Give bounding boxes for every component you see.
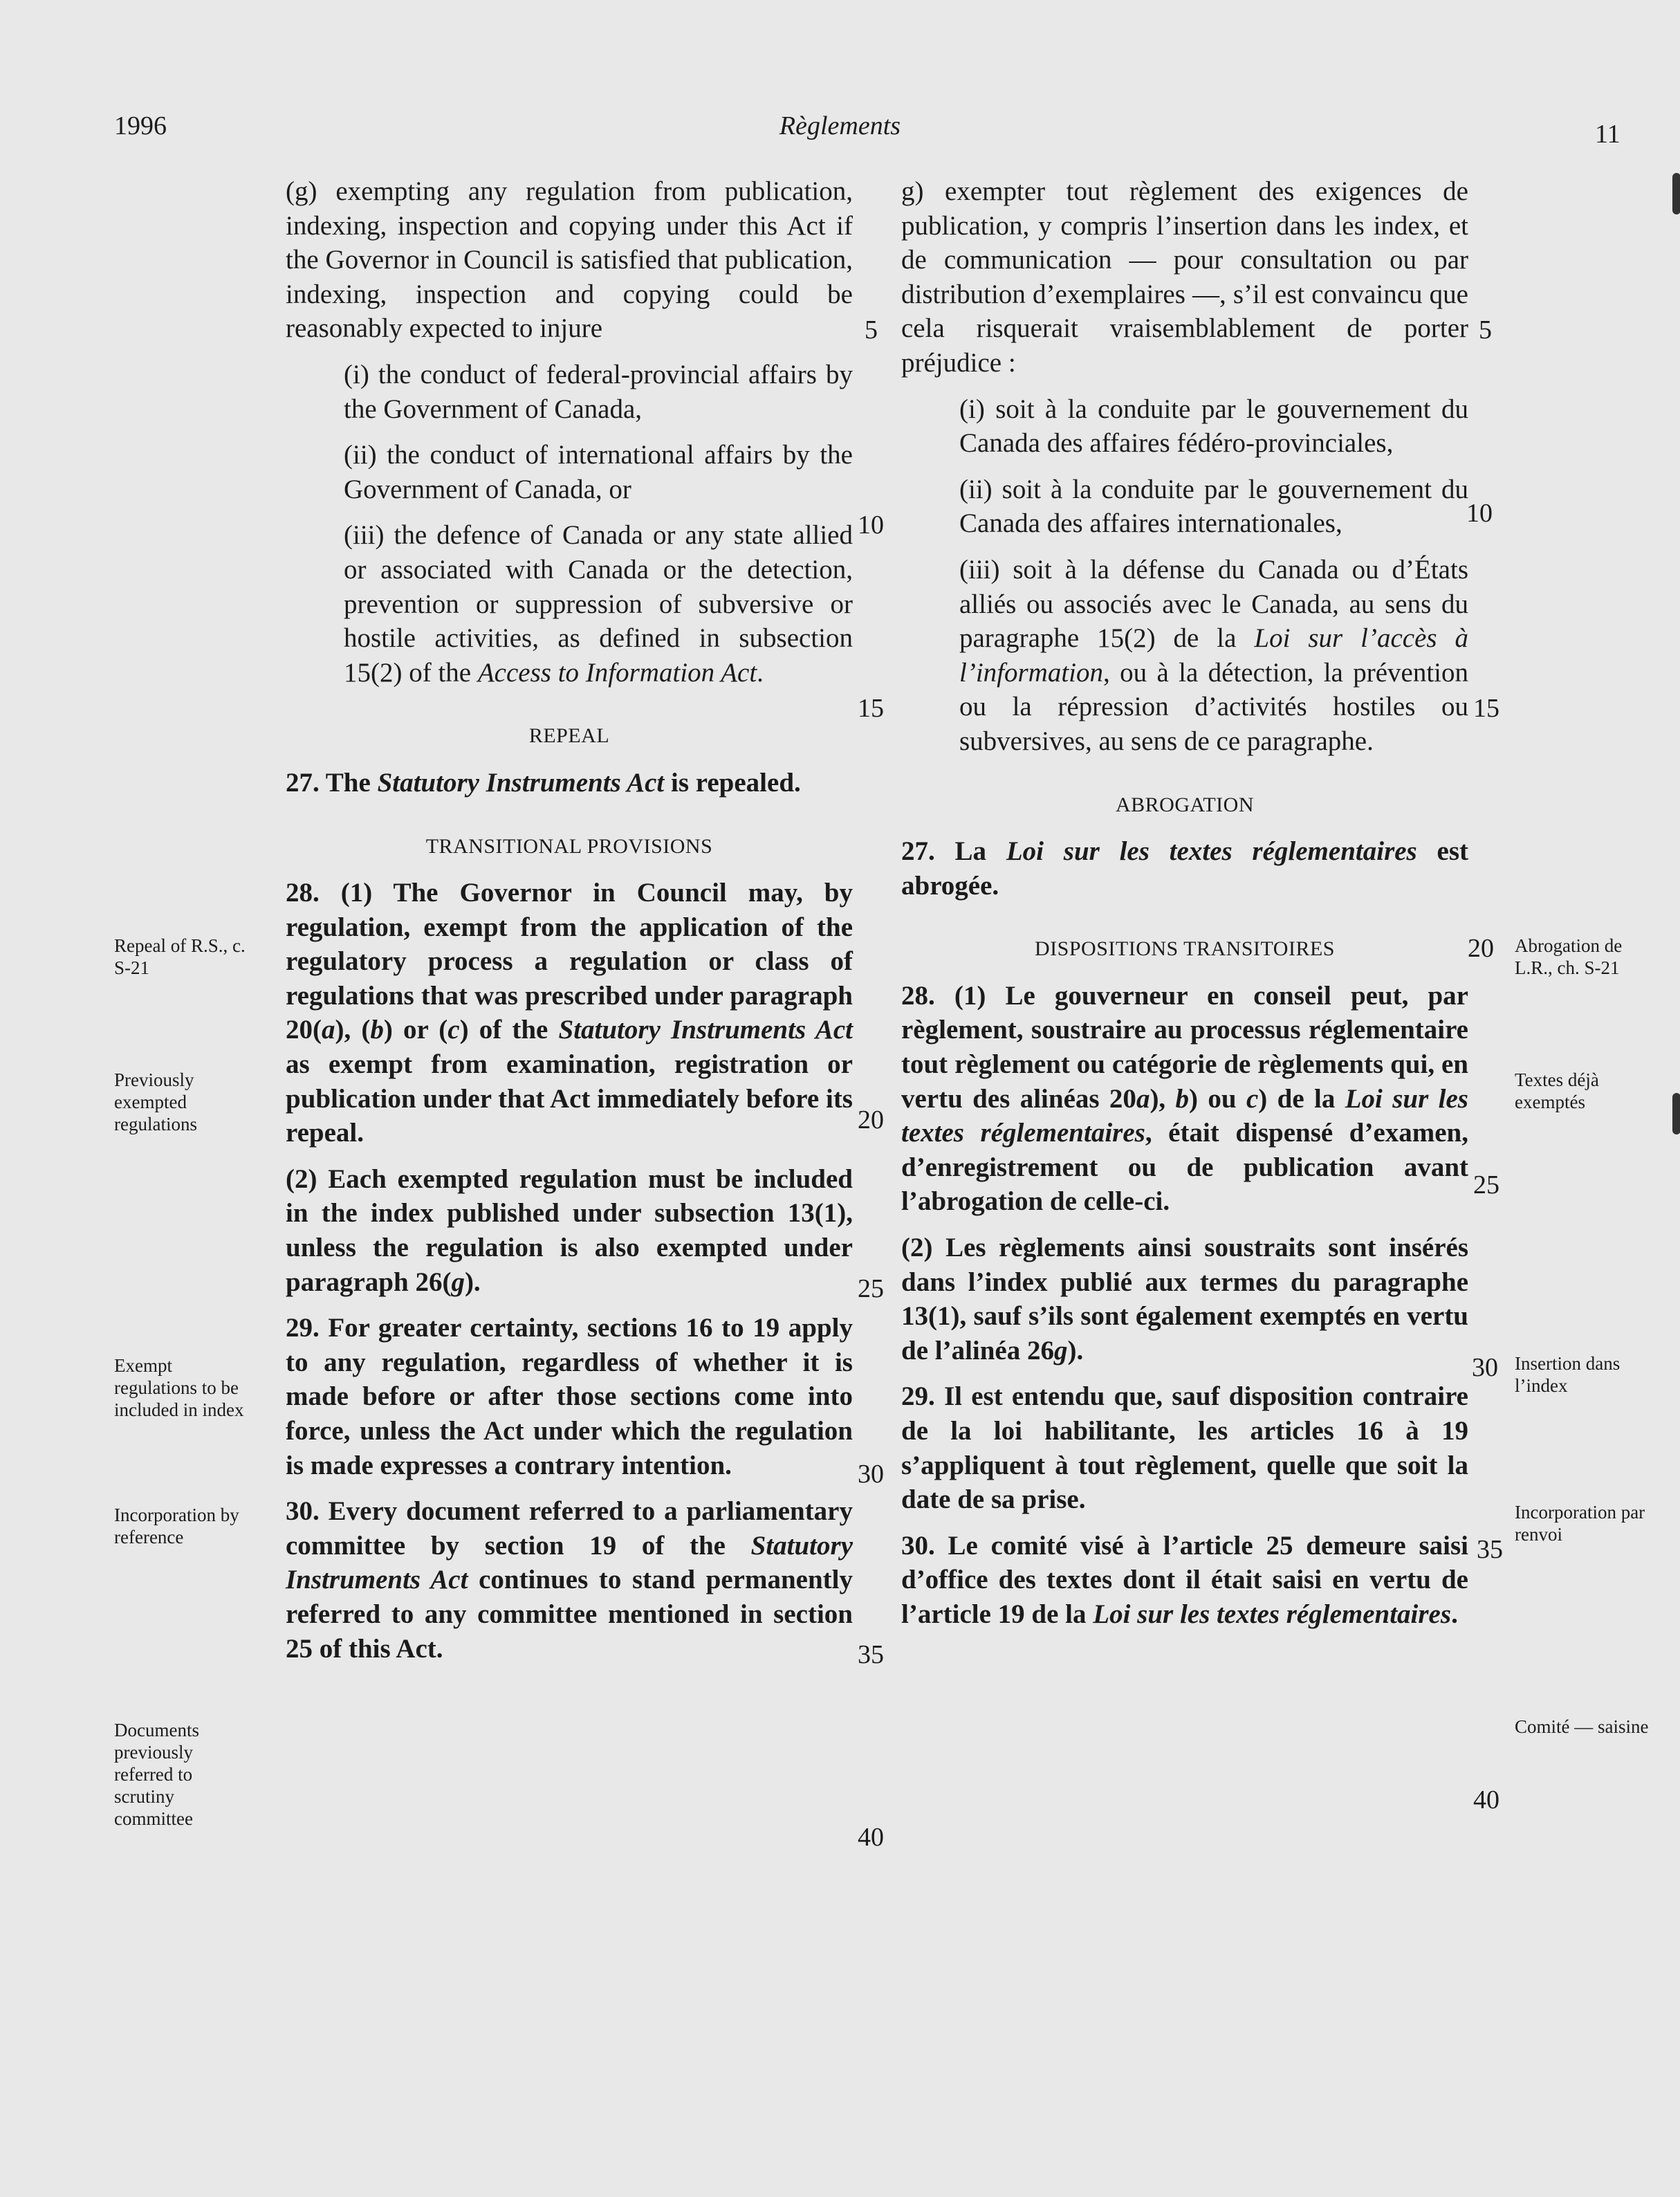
en-section-28-2: [286, 1162, 853, 1299]
en-section-30: [286, 1494, 853, 1666]
en-para-g: [286, 174, 853, 346]
fr-para-g: g) exempter tout règlement des exigences de publication, y compris l’insertion dans les index, et de communication — pour consultation ou par distribution d’exemplaires —, s’il est convaincu que cela risquerait vraisemblablement de porter préjudice :: [901, 176, 1468, 378]
fr-s27-a: 27. La: [901, 836, 1006, 867]
en-s28-letter-c: c: [447, 1015, 460, 1045]
en-para-g-ii: (ii) the conduct of international affairs by the Government of Canada, or: [344, 440, 853, 504]
en-line-number: 25: [858, 1274, 884, 1303]
en-s28-sep: ) or (: [383, 1015, 448, 1045]
fr-heading-transitional: DISPOSITIONS TRANSITOIRES: [1035, 937, 1335, 961]
fr-section-28-2: [901, 1231, 1468, 1368]
fr-section-27: [901, 834, 1468, 903]
fr-s28-2-text: (2) Les règlements ainsi soustraits sont insérés dans l’index publié aux termes du paragraphe 13(1), sauf s’ils sont également exemptés en vertu de l’alinéa 26: [901, 1233, 1468, 1366]
en-g-text: (g) exempting any regulation from publication, indexing, inspection and copying under this Act if the Governor in Council is satisfied that publication, indexing, inspection and copying could be reasonably expected to injure: [286, 176, 853, 344]
fr-g-iii-rest: , ou à la détection, la prévention ou la répression d’activités hostiles ou subversives, au sens de ce paragraphe.: [959, 657, 1468, 756]
fr-act-name: Loi sur l’accès à l’information: [959, 623, 1468, 688]
fr-s28-letter-a: a: [1136, 1083, 1150, 1114]
margin-note-fr-29: Incorporation par renvoi: [1515, 1502, 1645, 1545]
binding-mark: [1672, 1093, 1680, 1134]
fr-s30-act: Loi sur les textes réglementaires: [1093, 1599, 1452, 1629]
margin-note-fr-28-2: Insertion dans l’index: [1515, 1353, 1621, 1396]
en-s28-sep: ), (: [335, 1015, 371, 1045]
en-s28-sep: ) of the: [459, 1015, 559, 1045]
en-line-number: 10: [858, 511, 884, 540]
en-act-name: Access to Information Act: [477, 657, 757, 688]
fr-s28-sep: ),: [1150, 1083, 1176, 1114]
fr-s30-rest: .: [1451, 1599, 1458, 1629]
header-year: 1996: [114, 111, 167, 140]
fr-s28-letter-b: b: [1175, 1083, 1190, 1114]
binding-mark: [1672, 173, 1680, 214]
en-para-g-iii: [344, 518, 853, 690]
fr-para-g-ii: (ii) soit à la conduite par le gouvernement du Canada des affaires internationales,: [959, 474, 1468, 539]
en-s30-rest: continues to stand permanently referred to any committee mentioned in section 25 of this Act.: [286, 1565, 853, 1664]
en-line-number: 40: [858, 1823, 884, 1852]
en-line-number: 35: [858, 1640, 884, 1669]
en-s27-act: Statutory Instruments Act: [377, 767, 665, 798]
fr-s28-2-letter: g: [1054, 1335, 1068, 1366]
fr-s28-letter-c: c: [1246, 1083, 1259, 1114]
fr-line-number: 10: [1466, 499, 1493, 528]
fr-s28-sep: ) ou: [1189, 1083, 1246, 1114]
margin-note-fr-27: Abrogation de L.R., ch. S-21: [1515, 935, 1623, 978]
fr-line-number: 25: [1473, 1170, 1499, 1199]
en-s28-letter-a: a: [322, 1015, 335, 1045]
fr-s28-text: 28. (1) Le gouverneur en conseil peut, par règlement, soustraire au processus réglementaire tout règlement ou catégorie de règlements qui, en vertu des alinéas 20: [901, 980, 1468, 1114]
en-punct: .: [757, 657, 764, 688]
margin-note-en-28-2: Exempt regulations to be included in index: [114, 1355, 244, 1420]
en-g-iii-text: (iii) the defence of Canada or any state allied or associated with Canada or the detection, prevention or suppression of subversive or hostile activities, as defined in subsection 15(2) of the: [344, 520, 853, 688]
en-s28-2-text: (2) Each exempted regulation must be included in the index published under subsection 13(1), unless the regulation is also exempted under paragraph 26(: [286, 1164, 853, 1297]
fr-section-30: [901, 1529, 1468, 1632]
en-s28-rest: as exempt from examination, registration or publication under that Act immediately before its repeal.: [286, 1049, 853, 1148]
fr-s30-text: 30. Le comité visé à l’article 25 demeure saisi d’office des textes dont il était saisi en vertu de l’article 19 de la: [901, 1530, 1468, 1629]
french-column: [901, 174, 1468, 1644]
margin-note-en-27: Repeal of R.S., c. S-21: [114, 935, 246, 978]
fr-s28-act: Loi sur les textes réglementaires: [901, 1083, 1468, 1148]
fr-section-28-1: [901, 979, 1468, 1219]
en-s27-num: 27.: [286, 767, 320, 798]
fr-line-number: 20: [1468, 934, 1494, 963]
en-s28-2-letter: g: [451, 1267, 465, 1297]
en-heading-transitional: TRANSITIONAL PROVISIONS: [425, 834, 713, 858]
fr-s28-rest: , était dispensé d’examen, d’enregistrement ou de publication avant l’abrogation de celle-ci.: [901, 1118, 1468, 1217]
en-s28-2-end: ).: [464, 1267, 481, 1297]
en-s27-a: The: [319, 767, 378, 798]
fr-heading-repeal: ABROGATION: [1116, 793, 1254, 816]
fr-para-g-i: (i) soit à la conduite par le gouvernement du Canada des affaires fédéro-provinciales,: [959, 394, 1468, 459]
margin-note-fr-28-1: Textes déjà exemptés: [1515, 1069, 1599, 1112]
fr-s28-2-end: ).: [1067, 1335, 1084, 1366]
header-page-number: 11: [1595, 120, 1621, 149]
fr-line-number: 40: [1473, 1785, 1499, 1814]
fr-line-number: 5: [1479, 315, 1492, 344]
fr-g-iii-text: (iii) soit à la défense du Canada ou d’États alliés ou associés avec le Canada, au sens du paragraphe 15(2) de la: [959, 554, 1468, 654]
fr-s27-act: Loi sur les textes réglementaires: [1006, 836, 1417, 867]
en-line-number: 15: [858, 694, 884, 723]
en-section-29: 29. For greater certainty, sections 16 to 19 apply to any regulation, regardless of whether it is made before or after those sections come into force, unless the Act under which the regulation is made expresses a contrary intention.: [286, 1313, 853, 1480]
fr-section-29: 29. Il est entendu que, sauf disposition contraire de la loi habilitante, les articles 16 à 19 s’appliquent à tout règlement, quelle que soit la date de sa prise.: [901, 1381, 1468, 1515]
en-s30-act: Statutory Instruments Act: [286, 1530, 853, 1595]
fr-line-number: 30: [1472, 1353, 1498, 1382]
fr-s27-c: est abrogée.: [901, 836, 1468, 901]
margin-note-en-30: Documents previously referred to scrutiny committee: [114, 1720, 199, 1829]
en-s27-c: is repealed.: [664, 767, 801, 798]
english-column: [286, 174, 853, 1677]
en-line-number: 30: [858, 1460, 884, 1489]
en-s30-text: 30. Every document referred to a parliamentary committee by section 19 of the: [286, 1496, 853, 1561]
en-heading-repeal: REPEAL: [528, 724, 610, 748]
margin-note-fr-30: Comité — saisine: [1515, 1716, 1649, 1737]
fr-para-g-iii: [959, 553, 1468, 759]
en-para-g-i: (i) the conduct of federal-provincial affairs by the Government of Canada,: [344, 359, 853, 424]
en-line-number: 5: [865, 315, 878, 344]
margin-note-en-29: Incorporation by reference: [114, 1505, 239, 1547]
en-s28-act: Statutory Instruments Act: [558, 1015, 853, 1045]
en-section-28-1: [286, 876, 853, 1150]
en-s28-letter-b: b: [370, 1015, 384, 1045]
margin-note-en-28-1: Previously exempted regulations: [114, 1069, 197, 1134]
header-title: Règlements: [779, 111, 901, 140]
en-section-27: [286, 766, 853, 800]
fr-line-number: 15: [1473, 694, 1499, 723]
fr-s28-sep: ) de la: [1258, 1083, 1345, 1114]
en-s28-text: 28. (1) The Governor in Council may, by regulation, exempt from the application of the regulatory process a regulation or class of regulations that was prescribed under paragraph 20(: [286, 878, 853, 1045]
fr-line-number: 35: [1477, 1535, 1503, 1564]
en-line-number: 20: [858, 1105, 884, 1134]
